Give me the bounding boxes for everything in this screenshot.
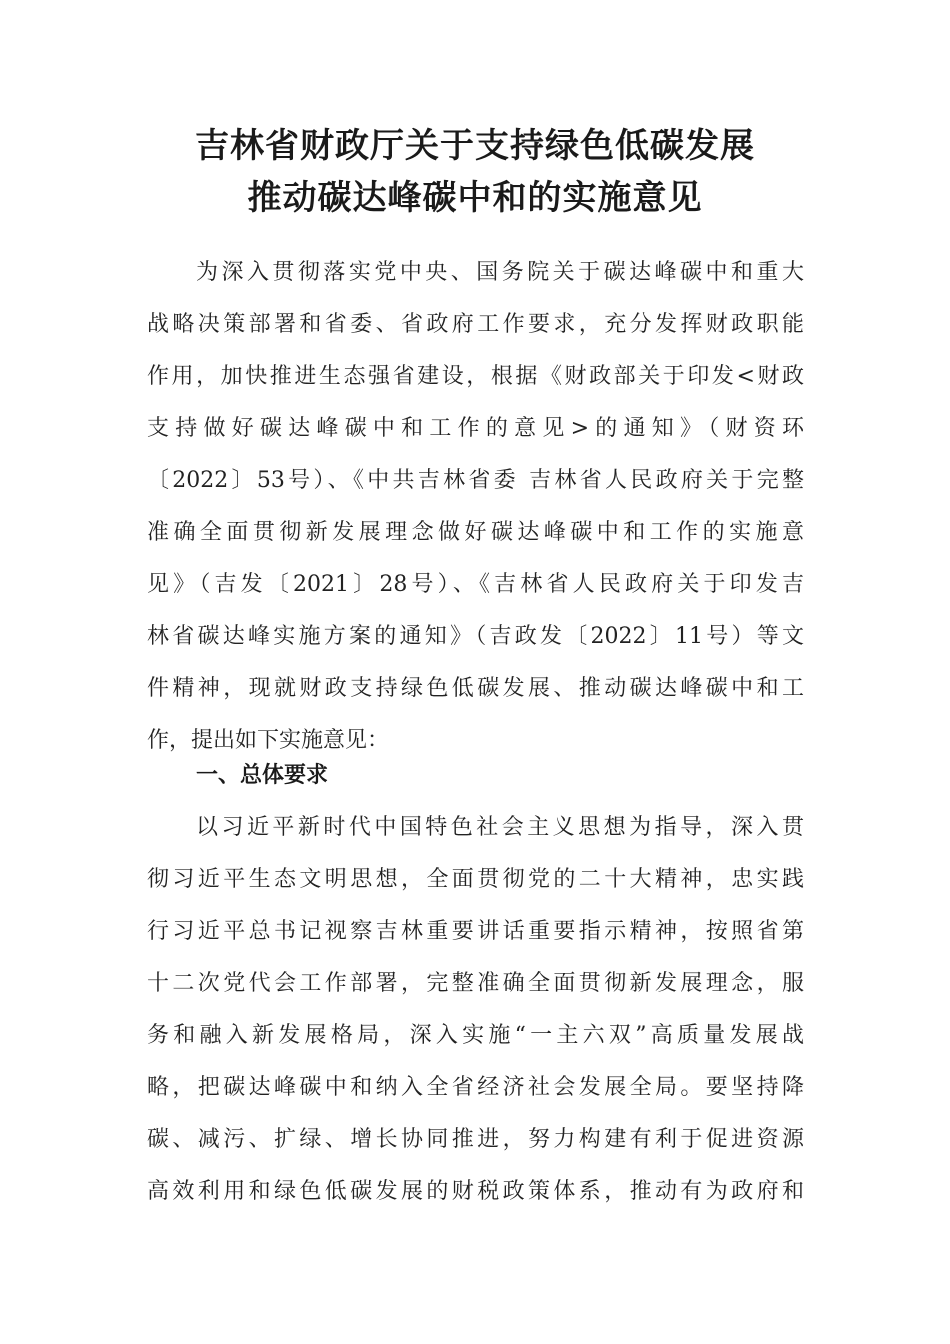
document-title-line-2: 推动碳达峰碳中和的实施意见 (247, 178, 703, 218)
paragraph-2-line-3: 行习近平总书记视察吉林重要讲话重要指示精神，按照省第 (147, 919, 804, 944)
paragraph-2-line-8: 高效利用和绿色低碳发展的财税政策体系，推动有为政府和 (147, 1179, 804, 1204)
paragraph-2-line-6: 略，把碳达峰碳中和纳入全省经济社会发展全局。要坚持降 (147, 1075, 804, 1100)
paragraph-2-line-7: 碳、减污、扩绿、增长协同推进，努力构建有利于促进资源 (147, 1127, 804, 1152)
document-title-line-1: 吉林省财政厅关于支持绿色低碳发展 (195, 126, 755, 166)
paragraph-2-line-5: 务和融入新发展格局，深入实施“一主六双”高质量发展战 (147, 1023, 804, 1048)
paragraph-2-line-4: 十二次党代会工作部署，完整准确全面贯彻新发展理念，服 (147, 971, 804, 996)
paragraph-1-line-5: 〔2022〕53号）、《中共吉林省委 吉林省人民政府关于完整 (147, 468, 804, 493)
paragraph-1-line-10: 作，提出如下实施意见： (147, 728, 390, 753)
section-heading-general-requirements: 一、总体要求 (196, 763, 329, 788)
paragraph-1-line-3: 作用，加快推进生态强省建设，根据《财政部关于印发<财政 (147, 364, 804, 389)
paragraph-2-line-2: 彻习近平生态文明思想，全面贯彻党的二十大精神，忠实践 (147, 867, 804, 892)
paragraph-1-line-7: 见》（吉发〔2021〕28号）、《吉林省人民政府关于印发吉 (147, 572, 804, 597)
paragraph-1-line-8: 林省碳达峰实施方案的通知》（吉政发〔2022〕11号）等文 (147, 624, 804, 649)
paragraph-1-line-4: 支持做好碳达峰碳中和工作的意见>的通知》（财资环 (147, 416, 804, 441)
paragraph-1-line-9: 件精神，现就财政支持绿色低碳发展、推动碳达峰碳中和工 (147, 676, 804, 701)
paragraph-1-line-2: 战略决策部署和省委、省政府工作要求，充分发挥财政职能 (147, 312, 804, 337)
paragraph-2-line-1: 以习近平新时代中国特色社会主义思想为指导，深入贯 (196, 815, 804, 840)
paragraph-1-line-6: 准确全面贯彻新发展理念做好碳达峰碳中和工作的实施意 (147, 520, 804, 545)
paragraph-1-line-1: 为深入贯彻落实党中央、国务院关于碳达峰碳中和重大 (196, 260, 804, 285)
